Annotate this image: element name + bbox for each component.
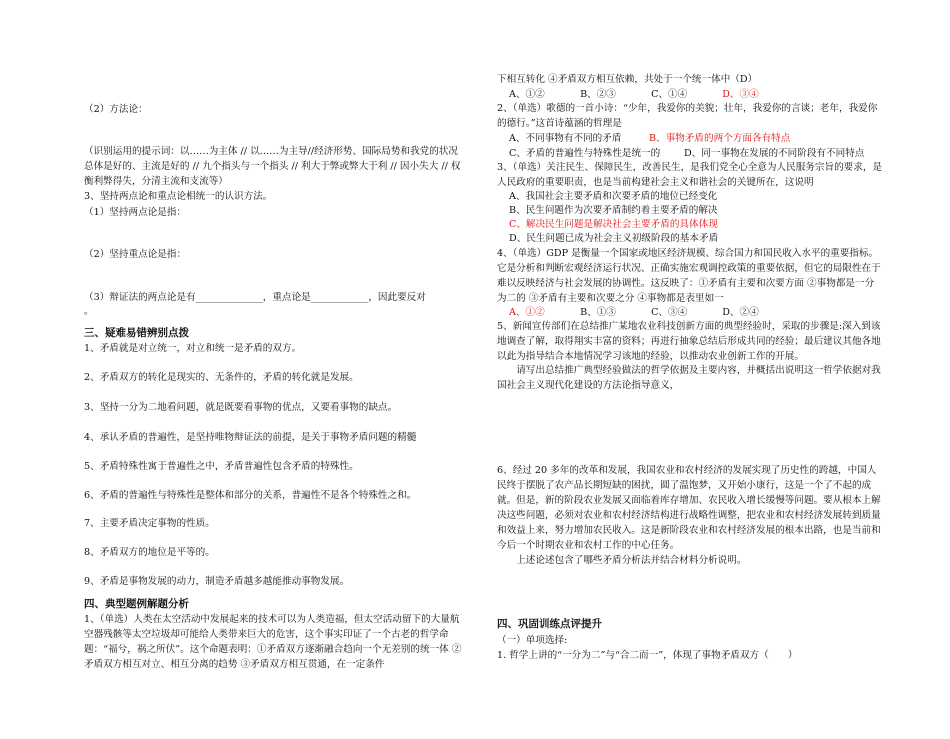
q1-option-c: C、①④ (651, 89, 688, 100)
q2-option-c: C、矛盾的普遍性与特殊性是统一的 (509, 148, 661, 159)
section-4-heading: 四、典型题例解题分析 (84, 598, 189, 610)
q4-option-d: D、②④ (722, 307, 759, 318)
section-3-heading: 三、疑难易错辨别点拨 (84, 327, 189, 339)
q3-option-a: A、我国社会主要矛盾和次要矛盾的地位已经变化 (509, 191, 718, 202)
single-choice-heading: （一）单项选择: (497, 635, 568, 646)
error-item-6: 6、矛盾的普遍性与特殊性是整体和部分的关系，普遍性不是各个特殊性之和。 (84, 490, 417, 501)
question-1-continued: 下相互转化 ④矛盾双方相互依赖，共处于一个统一体中（D） (497, 74, 758, 85)
error-item-7: 7、主要矛盾决定事物的性质。 (84, 518, 215, 529)
q1-option-a: A、①② (509, 89, 545, 100)
question-6-ask: 上述论述包含了哪些矛盾分析法并结合材料分析说明。 (516, 555, 747, 566)
question-1: 1、（单选）人类在太空活动中发展起来的技术可以为人类造福，但太空活动留下的大量航空器残骸等太空垃圾却可能给人类带来巨大的危害，这个事实印证了一个古老的哲学命题：“福兮，祸之所伏”。这个命题表明：①矛盾双方逐渐融合趋向一个无差别的统一体 ②矛盾双方相互对立、相互分离的趋势 ③矛盾双方相互贯通，在一定条件 (84, 614, 462, 670)
question-2-options-row1 (497, 131, 895, 146)
item-3-3-end: 。 (84, 306, 94, 317)
q4-option-a: A、①② (509, 307, 545, 318)
question-5: 5、新闻宣传部们在总结推广某地农业科技创新方面的典型经验时，采取的步骤是:深入到该地调查了解，取得翔实丰富的资料；再进行抽象总结后形成共同的经验；最后建议其他各地以此为指导结合本地情况学习该地的经验，以推动农业创新工作的开展。 (497, 321, 881, 362)
question-4-options (497, 305, 895, 320)
error-item-9: 9、矛盾是事物发展的动力，制造矛盾越多越能推动事物发展。 (84, 576, 350, 587)
q4-option-c: C、③④ (651, 307, 688, 318)
section-4b-heading: 四、巩固训练点评提升 (497, 618, 602, 630)
question-6: 6、经过 20 多年的改革和发展，我国农业和农村经济的发展实现了历史性的跨越，中国人民终于摆脱了农产品长期短缺的困扰，圆了温饱梦，又开始小康行，这是一个了不起的成就。但是，新的阶段农业发展又面临着库存增加、农民收入增长缓慢等问题。要从根本上解决这些问题，必须对农业和农村经济结构进行战略性调整，把农业和农村经济发展转到质量和效益上来，努力增加农民收入。这是新阶段农业和农村经济发展的根本出路，也是当前和今后一个时期农业和农村工作的中心任务。 (497, 465, 881, 551)
q1-option-b: B、②③ (580, 89, 616, 100)
method-label: （2）方法论： (84, 104, 148, 115)
q3-option-d: D、民生问题已成为社会主义初级阶段的基本矛盾 (509, 233, 719, 244)
q3-option-c: C、解决民生问题是解决社会主要矛盾的具体体现 (509, 219, 718, 230)
error-item-5: 5、矛盾特殊性寓于普遍性之中，矛盾普遍性包含矛盾的特殊性。 (84, 461, 359, 472)
item-3: 3、坚持两点论和重点论相统一的认识方法。 (84, 191, 273, 202)
q2-option-d: D、同一事物在发展的不同阶段有不同特点 (684, 148, 865, 159)
question-2: 2、（单选）歌德的一首小诗：“少年，我爱你的美貌；壮年，我爱你的言谈；老年，我爱你的德行。”这首诗蕴涵的哲理是 (497, 103, 878, 129)
item-3-1: （1）坚持两点论是指： (84, 207, 187, 218)
item-3-3: （3）辩证法的两点论是有______________，重点论是____________，因此要反对 (84, 292, 426, 303)
tips-text: （识别运用的提示词：以……为主体 // 以……为主导//经济形势、国际局势和我党的状况总体是好的、主流是好的 // 九个指头与一个指头 // 利大于弊或弊大于利 // 因小失大 // 权衡利弊得失，分清主流和支流等） (84, 146, 461, 187)
error-item-1: 1、矛盾就是对立统一，对立和统一是矛盾的双方。 (84, 343, 302, 354)
error-item-8: 8、矛盾双方的地位是平等的。 (84, 547, 215, 558)
q1-option-d: D、③④ (722, 89, 759, 100)
error-item-2: 2、矛盾双方的转化是现实的、无条件的，矛盾的转化就是发展。 (84, 372, 359, 383)
question-5-ask: 请写出总结推广典型经验做法的哲学依据及主要内容，并概括出说明这一哲学依据对我国社会主义现代化建设的方法论指导意义， (497, 365, 881, 391)
item-3-2: （2）坚持重点论是指： (84, 249, 187, 260)
error-item-3: 3、坚持一分为二地看问题，就是既要看事物的优点，又要看事物的缺点。 (84, 402, 398, 413)
q3-option-b: B、民生问题作为次要矛盾制约着主要矛盾的解决 (509, 205, 718, 216)
q2-option-a: A、不同事物有不同的矛盾 (509, 133, 622, 144)
question-2-options-row2 (497, 146, 895, 161)
question-1-options (497, 87, 895, 102)
question-4: 4、（单选）GDP 是衡量一个国家或地区经济规模、综合国力和国民收入水平的重要指标。它是分析和判断宏观经济运行状况、正确实施宏观调控政策的重要依据，但它的局限性在于难以反映经济与社会发展的协调性。这反映了：①矛盾有主要和次要方面 ②事物都是一分为二的 ③矛盾有主要和次要之分 ④事物都是表里如一 (497, 248, 881, 304)
q4-option-b: B、①③ (580, 307, 616, 318)
q2-option-b: B、事物矛盾的两个方面各有特点 (649, 133, 791, 144)
error-item-4: 4、承认矛盾的普遍性，是坚持唯物辩证法的前提，是关于事物矛盾问题的精髓 (84, 432, 417, 443)
question-3: 3、（单选）关注民生、保障民生，改善民生，是我们党全心全意为人民服务宗旨的要求，是人民政府的重要职责，也是当前构建社会主义和谐社会的关键所在，这说明 (497, 162, 883, 188)
practice-question-1: 1. 哲学上讲的“一分为二”与“合二而一”，体现了事物矛盾双方（ ） (497, 650, 798, 661)
